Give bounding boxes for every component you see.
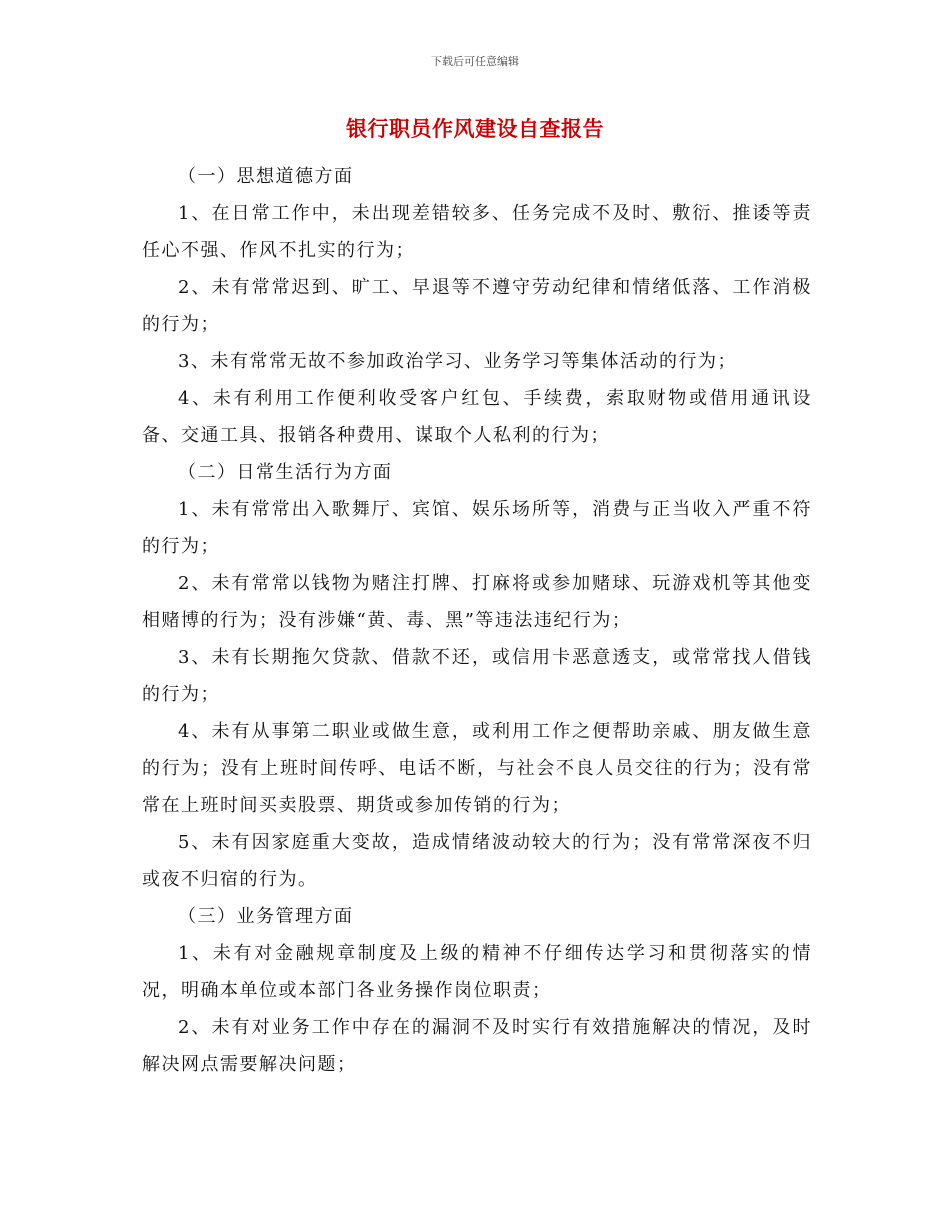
list-item: 2、未有对业务工作中存在的漏洞不及时实行有效措施解决的情况，及时解决网点需要解决问题； bbox=[142, 1017, 812, 1075]
list-item: 3、未有常常无故不参加政治学习、业务学习等集体活动的行为； bbox=[178, 351, 737, 372]
list-item: 3、未有长期拖欠贷款、借款不还，或信用卡恶意透支，或常常找人借钱的行为； bbox=[142, 647, 812, 705]
document-body bbox=[142, 158, 812, 1083]
section-heading: （一）思想道德方面 bbox=[178, 166, 354, 187]
list-item: 2、未有常常以钱物为赌注打牌、打麻将或参加赌球、玩游戏机等其他变相赌博的行为；没有涉嫌“黄、毒、黑”等违法违纪行为； bbox=[142, 573, 812, 631]
list-item: 1、未有对金融规章制度及上级的精神不仔细传达学习和贯彻落实的情况，明确本单位或本部门各业务操作岗位职责； bbox=[142, 943, 812, 1001]
document-title: 银行职员作风建设自查报告 bbox=[346, 117, 604, 141]
list-item: 4、未有从事第二职业或做生意，或利用工作之便帮助亲戚、朋友做生意的行为；没有上班时间传呼、电话不断，与社会不良人员交往的行为；没有常常在上班时间买卖股票、期货或参加传销的行为； bbox=[142, 721, 812, 816]
section-heading: （三）业务管理方面 bbox=[178, 906, 354, 927]
list-item: 1、在日常工作中，未出现差错较多、任务完成不及时、敷衍、推诿等责任心不强、作风不扎实的行为； bbox=[142, 203, 812, 261]
section-heading: （二）日常生活行为方面 bbox=[178, 462, 393, 483]
list-item: 2、未有常常迟到、旷工、早退等不遵守劳动纪律和情绪低落、工作消极的行为； bbox=[142, 277, 812, 335]
list-item: 5、未有因家庭重大变故，造成情绪波动较大的行为；没有常常深夜不归或夜不归宿的行为。 bbox=[142, 832, 812, 890]
list-item: 1、未有常常出入歌舞厅、宾馆、娱乐场所等，消费与正当收入严重不符的行为； bbox=[142, 499, 812, 557]
header-note: 下载后可任意编辑 bbox=[431, 55, 519, 68]
list-item: 4、未有利用工作便利收受客户红包、手续费，索取财物或借用通讯设备、交通工具、报销各种费用、谋取个人私利的行为； bbox=[142, 388, 812, 446]
